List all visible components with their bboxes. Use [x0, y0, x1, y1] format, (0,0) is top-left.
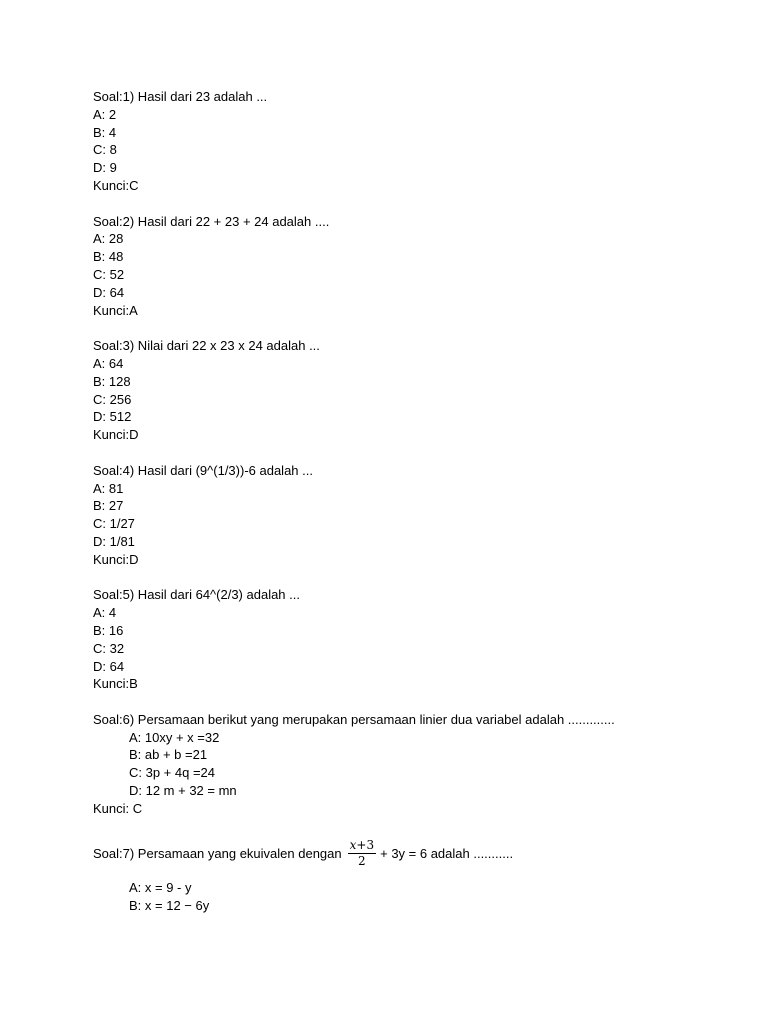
answer-option-a: A: 64: [93, 355, 124, 371]
question-block-2: [93, 213, 733, 320]
question-block-5: [93, 586, 733, 693]
answer-option-d: D: 12 m + 32 = mn: [129, 783, 237, 799]
answer-option-b: B: x = 12 − 6y: [129, 898, 210, 914]
question-stem: Soal:2) Hasil dari 22 + 23 + 24 adalah ....: [93, 213, 330, 229]
question-block-7: [93, 835, 733, 915]
answer-option-c: C: 52: [93, 266, 125, 282]
question-stem: Soal:5) Hasil dari 64^(2/3) adalah ...: [93, 587, 300, 603]
answer-key: Kunci: C: [93, 800, 143, 816]
question-stem: Soal:1) Hasil dari 23 adalah ...: [93, 89, 268, 104]
answer-option-a: A: x = 9 - y: [129, 880, 192, 896]
answer-option-b: B: 128: [93, 373, 131, 389]
answer-option-b: B: ab + b =21: [129, 747, 208, 763]
question-stem-after: + 3y = 6 adalah ...........: [380, 845, 514, 861]
answer-option-d: D: 512: [93, 409, 132, 425]
question-block-4: [93, 462, 733, 569]
answer-option-a: A: 10xy + x =32: [129, 729, 220, 745]
answer-option-b: B: 4: [93, 124, 117, 140]
answer-option-c: C: 32: [93, 640, 125, 656]
answer-option-c: C: 3p + 4q =24: [129, 765, 216, 781]
answer-key: Kunci:C: [93, 177, 139, 193]
question-stem-before: Soal:7) Persamaan yang ekuivalen dengan: [93, 845, 342, 861]
answer-option-a: A: 2: [93, 106, 117, 122]
fraction-denominator: 2: [358, 853, 366, 868]
answer-option-b: B: 27: [93, 498, 124, 514]
question-stem: Soal:3) Nilai dari 22 x 23 x 24 adalah ...: [93, 338, 320, 354]
answer-option-c: C: 1/27: [93, 516, 135, 532]
answer-option-a: A: 4: [93, 605, 117, 621]
answer-key: Kunci:D: [93, 551, 139, 567]
answer-option-a: A: 28: [93, 231, 124, 247]
fraction-numerator-rest: +3: [356, 837, 375, 852]
answer-option-c: C: 256: [93, 391, 132, 407]
answer-option-d: D: 64: [93, 284, 125, 300]
answer-option-a: A: 81: [93, 480, 124, 496]
answer-key: Kunci:B: [93, 676, 138, 692]
fraction-numerator-variable: x: [349, 837, 357, 852]
question-stem: Soal:4) Hasil dari (9^(1/3))-6 adalah ...: [93, 462, 313, 478]
fraction: [348, 839, 376, 868]
answer-option-d: D: 64: [93, 658, 125, 674]
answer-key: Kunci:A: [93, 302, 138, 318]
answer-option-b: B: 16: [93, 622, 124, 638]
question-block-1: [93, 88, 733, 195]
answer-option-b: B: 48: [93, 249, 124, 265]
document-page: [93, 88, 733, 915]
fraction-numerator: [348, 839, 376, 854]
question-stem: [93, 835, 733, 871]
answer-key: Kunci:D: [93, 427, 139, 443]
answer-option-d: D: 9: [93, 160, 117, 176]
question-stem: Soal:6) Persamaan berikut yang merupakan persamaan linier dua variabel adalah .............: [93, 711, 615, 727]
answer-option-d: D: 1/81: [93, 533, 135, 549]
question-block-6: [93, 711, 733, 818]
question-block-3: [93, 337, 733, 444]
answer-option-c: C: 8: [93, 142, 117, 158]
